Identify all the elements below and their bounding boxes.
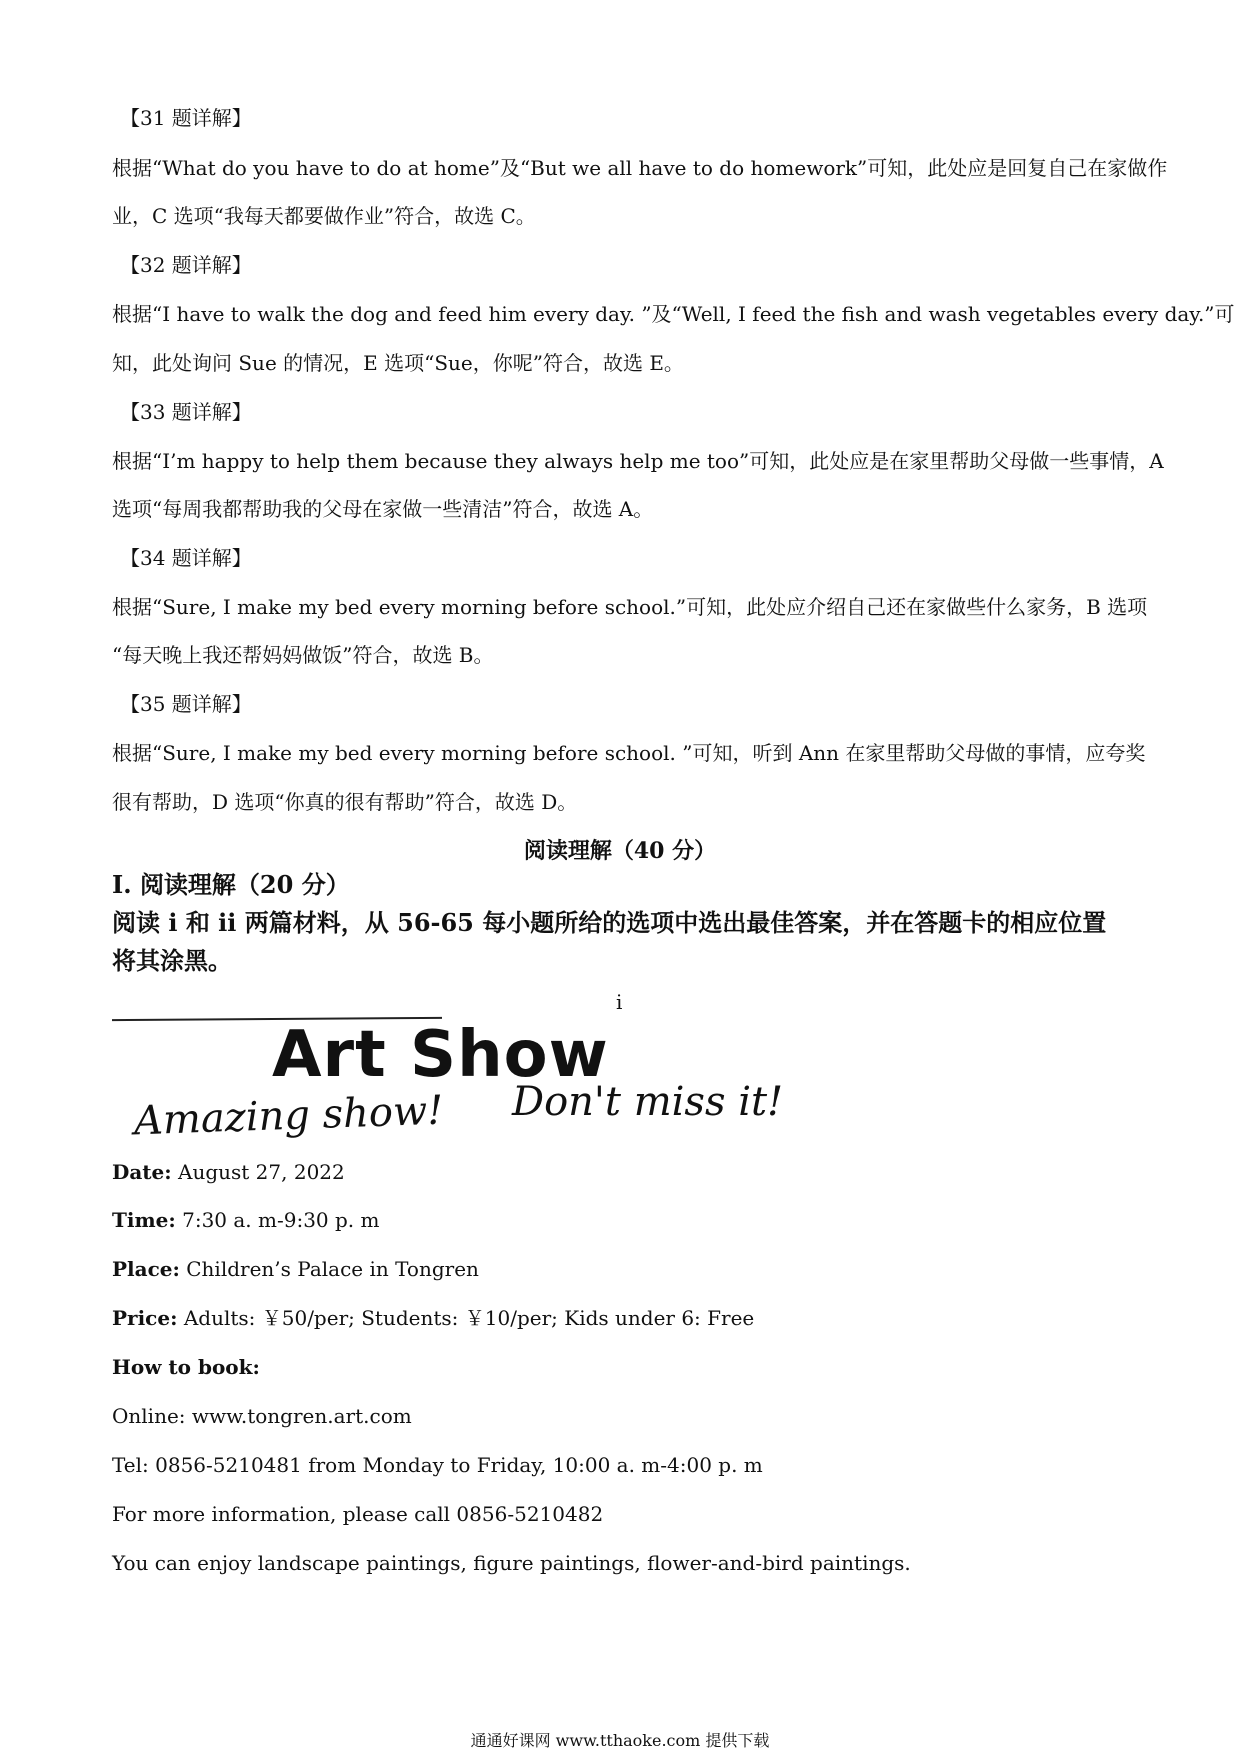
answer-34-heading: 【34 题详解】 [120, 546, 252, 570]
instruction-line-1: 阅读 i 和 ii 两篇材料，从 56-65 每小题所给的选项中选出最佳答案，并在答题卡的相应位置 [112, 908, 1107, 937]
part-title: Ⅰ. 阅读理解（20 分） [112, 870, 350, 899]
answer-33-line-2: 选项“每周我都帮助我的父母在家做一些清洁”符合，故选 A。 [112, 497, 654, 521]
section-title: 阅读理解（40 分） [523, 838, 717, 864]
answer-33-line-1: 根据“I’m happy to help them because they always help me too”可知，此处应是在家里帮助父母做一些事情，A [112, 449, 1164, 473]
detail-price [112, 1306, 754, 1330]
answer-34-line-2: “每天晚上我还帮妈妈做饭”符合，故选 B。 [112, 643, 494, 667]
detail-time-label: Time: [112, 1208, 176, 1232]
answer-32-line-1: 根据“I have to walk the dog and feed him every day. ”及“Well, I feed the fish and wash vegetables every day.”可 [112, 302, 1235, 326]
answer-31-heading: 【31 题详解】 [120, 106, 252, 130]
detail-date-value: August 27, 2022 [171, 1160, 345, 1184]
booking-tel: Tel: 0856-5210481 from Monday to Friday, 10:00 a. m-4:00 p. m [112, 1453, 763, 1477]
detail-price-label: Price: [112, 1306, 178, 1330]
banner-title: Art Show [272, 1018, 609, 1092]
answer-34-line-1: 根据“Sure, I make my bed every morning before school.”可知，此处应介绍自己还在家做些什么家务，B 选项 [112, 595, 1148, 619]
detail-place-value: Children’s Palace in Tongren [179, 1257, 479, 1281]
answer-33-heading: 【33 题详解】 [120, 400, 252, 424]
detail-booking-label: How to book: [112, 1355, 260, 1379]
banner-slogan-right: Don't miss it! [512, 1079, 784, 1125]
booking-online: Online: www.tongren.art.com [112, 1404, 412, 1428]
detail-place-label: Place: [112, 1257, 180, 1281]
detail-booking [112, 1355, 260, 1379]
banner-slogan-left: Amazing show! [133, 1087, 445, 1145]
instruction-line-2: 将其涂黑。 [112, 946, 232, 975]
answer-32-heading: 【32 题详解】 [120, 253, 252, 277]
answer-35-line-1: 根据“Sure, I make my bed every morning before school. ”可知，听到 Ann 在家里帮助父母做的事情，应夸奖 [112, 741, 1146, 765]
detail-time [112, 1208, 380, 1232]
detail-time-value: 7:30 a. m-9:30 p. m [175, 1208, 380, 1232]
paintings-line: You can enjoy landscape paintings, figure paintings, flower-and-bird paintings. [112, 1551, 911, 1575]
detail-place [112, 1257, 479, 1281]
page-footer: 通通好课网 www.tthaoke.com 提供下载 [470, 1731, 770, 1750]
answer-32-line-2: 知，此处询问 Sue 的情况，E 选项“Sue，你呢”符合，故选 E。 [112, 351, 684, 375]
answer-31-line-1: 根据“What do you have to do at home”及“But we all have to do homework”可知，此处应是回复自己在家做作 [112, 156, 1168, 180]
answer-35-heading: 【35 题详解】 [120, 692, 252, 716]
answer-35-line-2: 很有帮助，D 选项“你真的很有帮助”符合，故选 D。 [112, 790, 578, 814]
detail-price-value: Adults: ￥50/per; Students: ￥10/per; Kids under 6: Free [177, 1306, 755, 1330]
more-info: For more information, please call 0856-5210482 [112, 1502, 604, 1526]
passage-marker: i [616, 990, 623, 1014]
answer-31-line-2: 业，C 选项“我每天都要做作业”符合，故选 C。 [112, 204, 536, 228]
detail-date [112, 1160, 345, 1184]
detail-date-label: Date: [112, 1160, 172, 1184]
